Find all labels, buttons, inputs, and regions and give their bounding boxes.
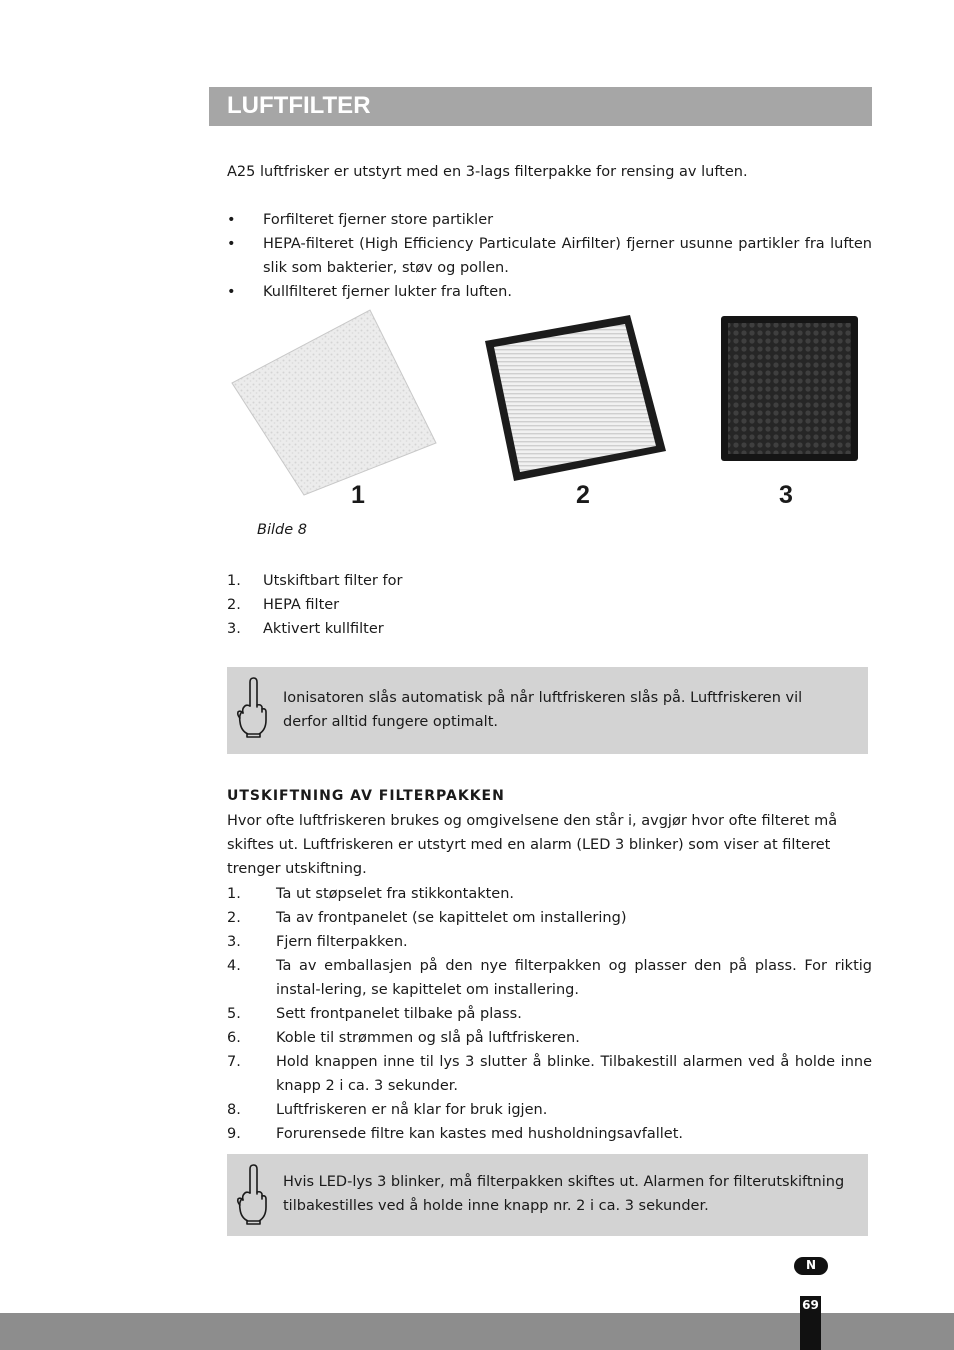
pointing-hand-icon	[235, 676, 269, 738]
step-text: Koble til strømmen og slå på luftfriskeren.	[276, 1030, 580, 1046]
list-number: 1.	[227, 573, 241, 589]
step-text: Ta av frontpanelet (se kapittelet om installering)	[276, 910, 627, 926]
list-item	[227, 593, 872, 617]
note-text: Hvis LED-lys 3 blinker, må filterpakken skiftes ut. Alarmen for filterutskiftning tilbakestilles ved å holde inne knapp nr. 2 i ca. 3 sekunder.	[283, 1174, 845, 1214]
hepa-filter-image	[485, 315, 666, 481]
list-text: Utskiftbart filter for	[263, 573, 403, 589]
pre-filter-image	[232, 310, 436, 495]
note-text: Ionisatoren slås automatisk på når luftfriskeren slås på. Luftfriskeren vil derfor alltid fungere optimalt.	[283, 690, 803, 730]
page-title: LUFTFILTER	[227, 92, 371, 119]
figure-label-1: 1	[351, 481, 365, 509]
section-heading: UTSKIFTNING AV FILTERPAKKEN	[227, 788, 505, 804]
note-box	[227, 1154, 868, 1236]
step-number: 8.	[227, 1102, 241, 1118]
section-paragraph: Hvor ofte luftfriskeren brukes og omgivelsene den står i, avgjør hvor ofte filteret må skiftes ut. Luftfriskeren er utstyrt med en alarm (LED 3 blinker) som viser at filteret trenger utskiftning.	[227, 813, 838, 877]
language-badge	[794, 1257, 828, 1275]
carbon-filter-image	[721, 316, 858, 461]
step-item	[227, 1002, 872, 1026]
step-number: 3.	[227, 934, 241, 950]
step-text: Ta ut støpselet fra stikkontakten.	[276, 886, 515, 902]
step-text: Luftfriskeren er nå klar for bruk igjen.	[276, 1102, 548, 1118]
list-item	[227, 569, 872, 593]
step-item	[227, 882, 872, 906]
step-text: Sett frontpanelet tilbake på plass.	[276, 1006, 522, 1022]
step-text: Ta av emballasjen på den nye filterpakken og plasser den på plass. For riktig instal-lering, se kapittelet om installering.	[276, 958, 872, 998]
figure-label-3: 3	[779, 481, 793, 509]
figure-label-2: 2	[576, 481, 590, 509]
figure-caption: Bilde 8	[257, 522, 307, 538]
step-number: 5.	[227, 1006, 241, 1022]
step-item	[227, 1122, 872, 1146]
step-number: 9.	[227, 1126, 241, 1142]
step-number: 1.	[227, 886, 241, 902]
intro-paragraph: A25 luftfrisker er utstyrt med en 3-lags filterpakke for rensing av luften.	[227, 164, 748, 180]
list-number: 3.	[227, 621, 241, 637]
list-text: Aktivert kullfilter	[263, 621, 384, 637]
step-item	[227, 1026, 872, 1050]
bullet-item	[227, 208, 872, 232]
section-title-bar	[209, 87, 872, 126]
list-number: 2.	[227, 597, 241, 613]
step-item	[227, 906, 872, 930]
step-number: 7.	[227, 1054, 241, 1070]
note-box	[227, 667, 868, 754]
bullet-item	[227, 232, 872, 280]
step-item	[227, 1050, 872, 1098]
language-code: N	[805, 1258, 817, 1272]
filter-illustration	[228, 305, 868, 510]
step-item	[227, 930, 872, 954]
bullet-text: Forfilteret fjerner store partikler	[263, 212, 494, 228]
step-text: Fjern filterpakken.	[276, 934, 408, 950]
bullet-marker: •	[227, 284, 236, 300]
step-item	[227, 954, 872, 1002]
pointing-hand-icon	[235, 1163, 269, 1225]
bullet-marker: •	[227, 212, 236, 228]
step-number: 2.	[227, 910, 241, 926]
step-text: Forurensede filtre kan kastes med husholdningsavfallet.	[276, 1126, 683, 1142]
page-number-tab	[800, 1296, 821, 1350]
bullet-item	[227, 280, 872, 304]
bullet-text: Kullfilteret fjerner lukter fra luften.	[263, 284, 512, 300]
list-text: HEPA filter	[263, 597, 340, 613]
step-number: 6.	[227, 1030, 241, 1046]
step-text: Hold knappen inne til lys 3 slutter å blinke. Tilbakestill alarmen ved å holde inne knapp 2 i ca. 3 sekunder.	[276, 1054, 872, 1094]
page-number: 69	[802, 1298, 819, 1312]
step-item	[227, 1098, 872, 1122]
bullet-text: HEPA-filteret (High Efficiency Particulate Airfilter) fjerner usunne partikler fra luften slik som bakterier, støv og pollen.	[263, 236, 872, 276]
step-number: 4.	[227, 958, 241, 974]
list-item	[227, 617, 872, 641]
bullet-marker: •	[227, 236, 236, 252]
